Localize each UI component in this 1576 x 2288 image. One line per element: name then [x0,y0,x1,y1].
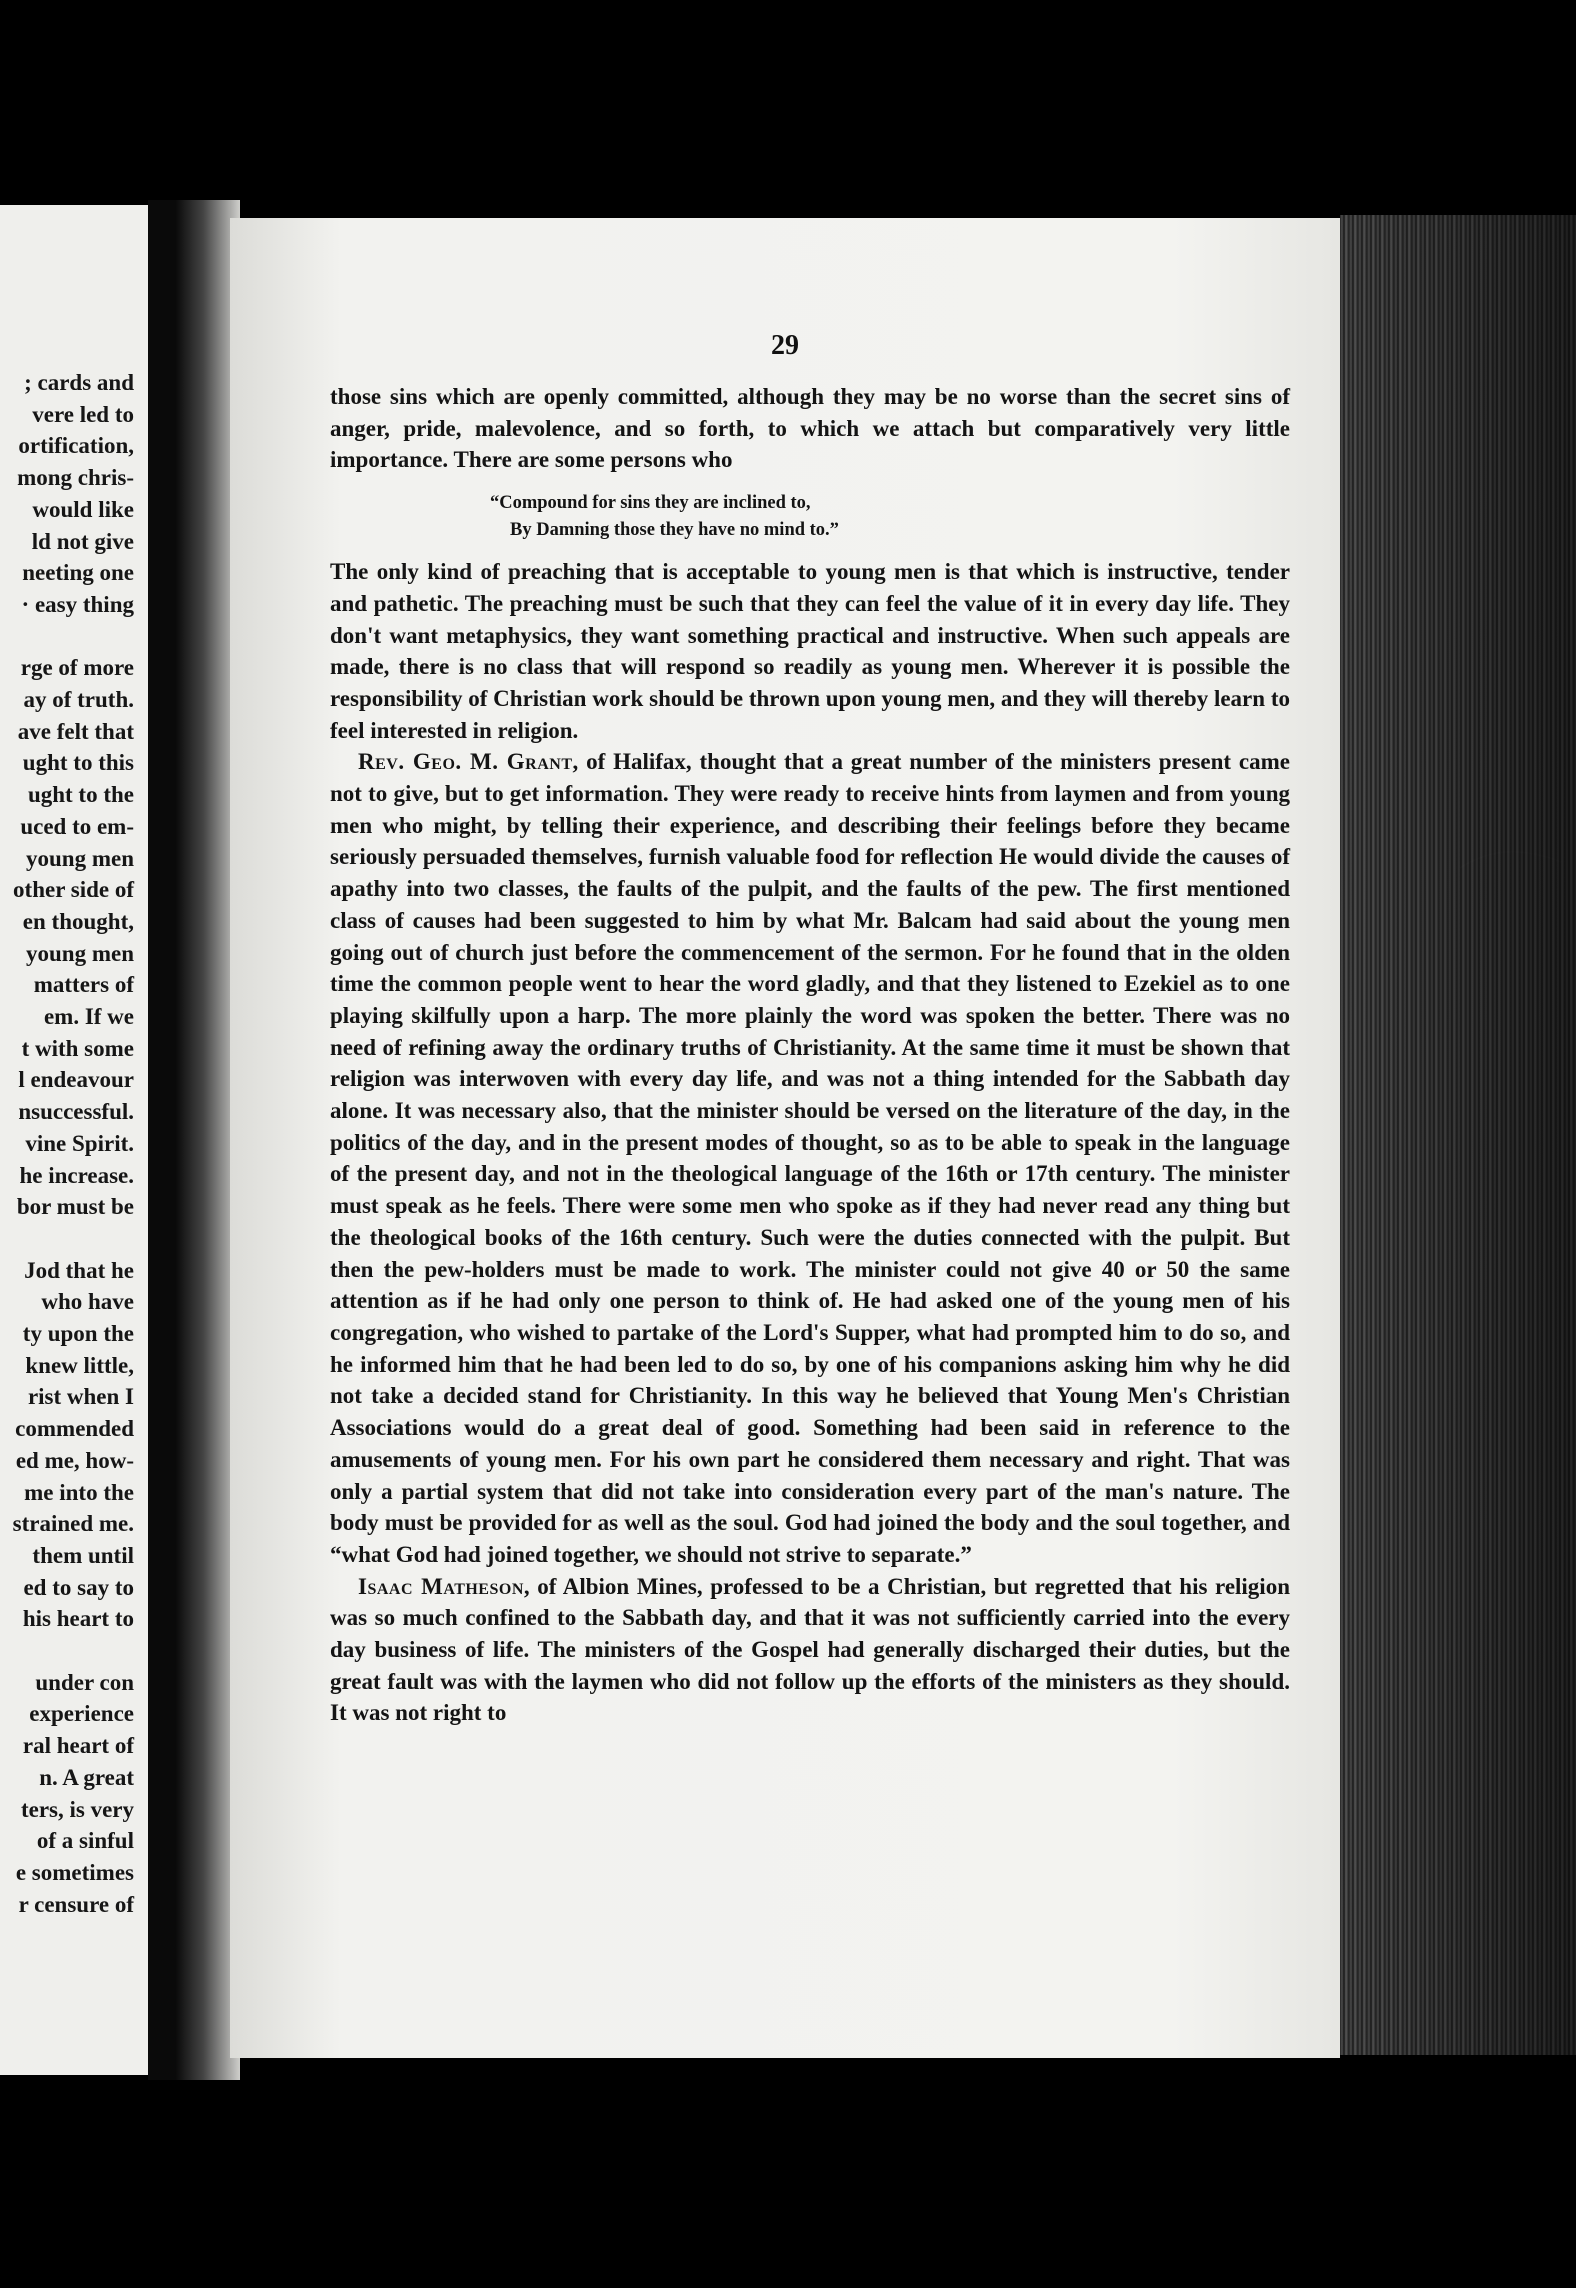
left-page-line: knew little, [25,1352,134,1378]
left-page-line: ave felt that [17,718,134,744]
left-page-line: other side of [13,877,134,903]
left-page-line: ty upon the [22,1321,134,1346]
left-page-line: rist when I [27,1384,134,1410]
left-page-line: he increase. [19,1162,134,1188]
left-page-line: commended [15,1416,134,1442]
left-page-line: ld not give [31,528,134,554]
left-page-line: mong chris- [17,465,134,491]
left-page-line: me into the [24,1479,134,1505]
left-page-line: rge of more [20,655,134,681]
verse-quotation [330,490,1290,544]
left-page-line: experience [29,1701,134,1727]
book-edge-shadow [1340,215,1576,2055]
left-page-line: en thought, [22,908,134,934]
left-page-line: young men [26,940,134,966]
left-page-line: strained me. [12,1511,134,1537]
left-page-line: ught to this [22,750,134,776]
paragraph-grant-text: , of Halifax, thought that a great number of the ministers present came not to give, but to get information. They were ready to receive hints from laymen and from young men who might, by telling their experience, and describing their feelings before they became seriously persuaded themselves, furnish valuable food for reflection He would divide the causes of apathy into two classes, the faults of the pulpit, and the faults of the pew. The first mentioned class of causes had been suggested to him by what Mr. Balcam had said about the young men going out of church just before the commencement of the sermon. For he found that in the olden time the common people went to hear the word gladly, and that they listened to Ezekiel as to one playing skilfully upon a harp. The more plainly the word was spoken the better. There was no need of refining away the ordinary truths of Christianity. At the same time it must be shown that religion was interwoven with every day life, and was not a thing intended for the Sabbath day alone. It was necessary also, that the minister should be versed on the literature of the day, in the politics of the day, and in the present modes of thought, so as to be able to speak in the language of the present day, and not in the theological language of the 16th or 17th century. The minister must speak as he feels. There were some men who spoke as if they had never read any thing but the theological books of the 16th century. Such were the duties connected with the pulpit. But then the pew-holders must be made to work. The minister could not give 40 or 50 the same attention as if he had only one person to think of. He had asked one of the young men of his congregation, who wished to partake of the Lord's Supper, what had prompted him to do so, and he informed him that he had been led to do so, by one of his companions asking him why he did not take a decided stand for Christianity. In this way he believed that Young Men's Christian Associations would do a great deal of good. Something had been said in reference to the amusements of young men. For his own part he considered them necessary and right. That was only a partial system that did not take into consideration every part of the man's nature. The body must be provided for as well as the soul. God had joined the body and the soul together, and “what God had joined together, we should not strive to separate.” [330,749,1290,1567]
quote-line-2: By Damning those they have no mind to.” [510,520,839,541]
main-page [230,218,1340,2058]
left-page-line: t with some [21,1035,134,1061]
paragraph-matheson-text: , of Albion Mines, professed to be a Christian, but regretted that his religion was so much confined to the Sabbath day, and that it was not sufficiently carried into the every day business of life. The ministers of the Gospel had generally discharged their duties, but the great fault was with the laymen who did not follow up the efforts of the ministers as they should. It was not right to [330,1573,1290,1726]
left-page-line: who have [41,1289,134,1315]
left-page-line: ught to the [27,782,134,808]
left-page-line: young men [26,845,134,871]
left-page-line: ortification, [18,433,134,459]
left-page-line: of a sinful [36,1828,134,1854]
left-facing-page [0,205,148,2075]
paragraph-preaching: The only kind of preaching that is acceptable to young men is that which is instructive, tender and pathetic. The preaching must be such that they can feel the value of it in every day life. They don't want metaphysics, they want something practical and instructive. When such appeals are made, there is no class that will respond so readily as young men. Wherever it is possible the responsibility of Christian work should be thrown upon young men, and they will thereby learn to feel interested in religion. [330,559,1290,743]
paragraph-grant [330,746,1290,1570]
left-page-line: e sometimes [15,1859,134,1885]
left-page-line: his heart to [22,1606,134,1632]
left-page-line: ay of truth. [23,687,134,712]
left-page-line: r censure of [18,1891,134,1917]
paragraph-continued: those sins which are openly committed, although they may be no worse than the secret sins of anger, pride, malevolence, and so forth, to which we attach but comparatively very little importance. There are some persons who [330,384,1290,473]
page-number: 29 [771,330,799,361]
left-page-line: ; cards and [24,370,134,395]
left-page-line: nsuccessful. [18,1099,134,1125]
left-page-line: vere led to [32,401,134,427]
left-page-line: ed me, how- [15,1447,134,1473]
left-page-line: n. A great [39,1764,134,1790]
left-page-line: matters of [33,972,134,998]
left-page-line: ters, is very [20,1796,134,1822]
left-page-line: bor must be [16,1194,134,1220]
left-page-line: vine Spirit. [25,1130,134,1156]
quote-line-1: “Compound for sins they are inclined to, [490,493,811,514]
left-page-line: ed to say to [23,1574,134,1600]
speaker-name-grant: Rev. Geo. M. Grant [358,749,573,775]
book-gutter [148,200,240,2080]
left-page-line: would like [32,496,134,522]
body-text [330,381,1290,1729]
left-page-line: neeting one [22,560,134,586]
left-page-line: ral heart of [22,1733,134,1759]
speaker-name-matheson: Isaac Matheson [358,1573,524,1599]
left-page-line: l endeavour [18,1067,134,1093]
paragraph-matheson [330,1571,1290,1730]
left-page-line: · easy thing [21,591,134,617]
left-page-line: em. If we [43,1004,134,1029]
left-page-line: them until [32,1542,134,1568]
left-page-line: uced to em- [20,813,134,839]
left-page-line: under con [35,1669,134,1695]
left-page-line: Jod that he [24,1257,134,1283]
